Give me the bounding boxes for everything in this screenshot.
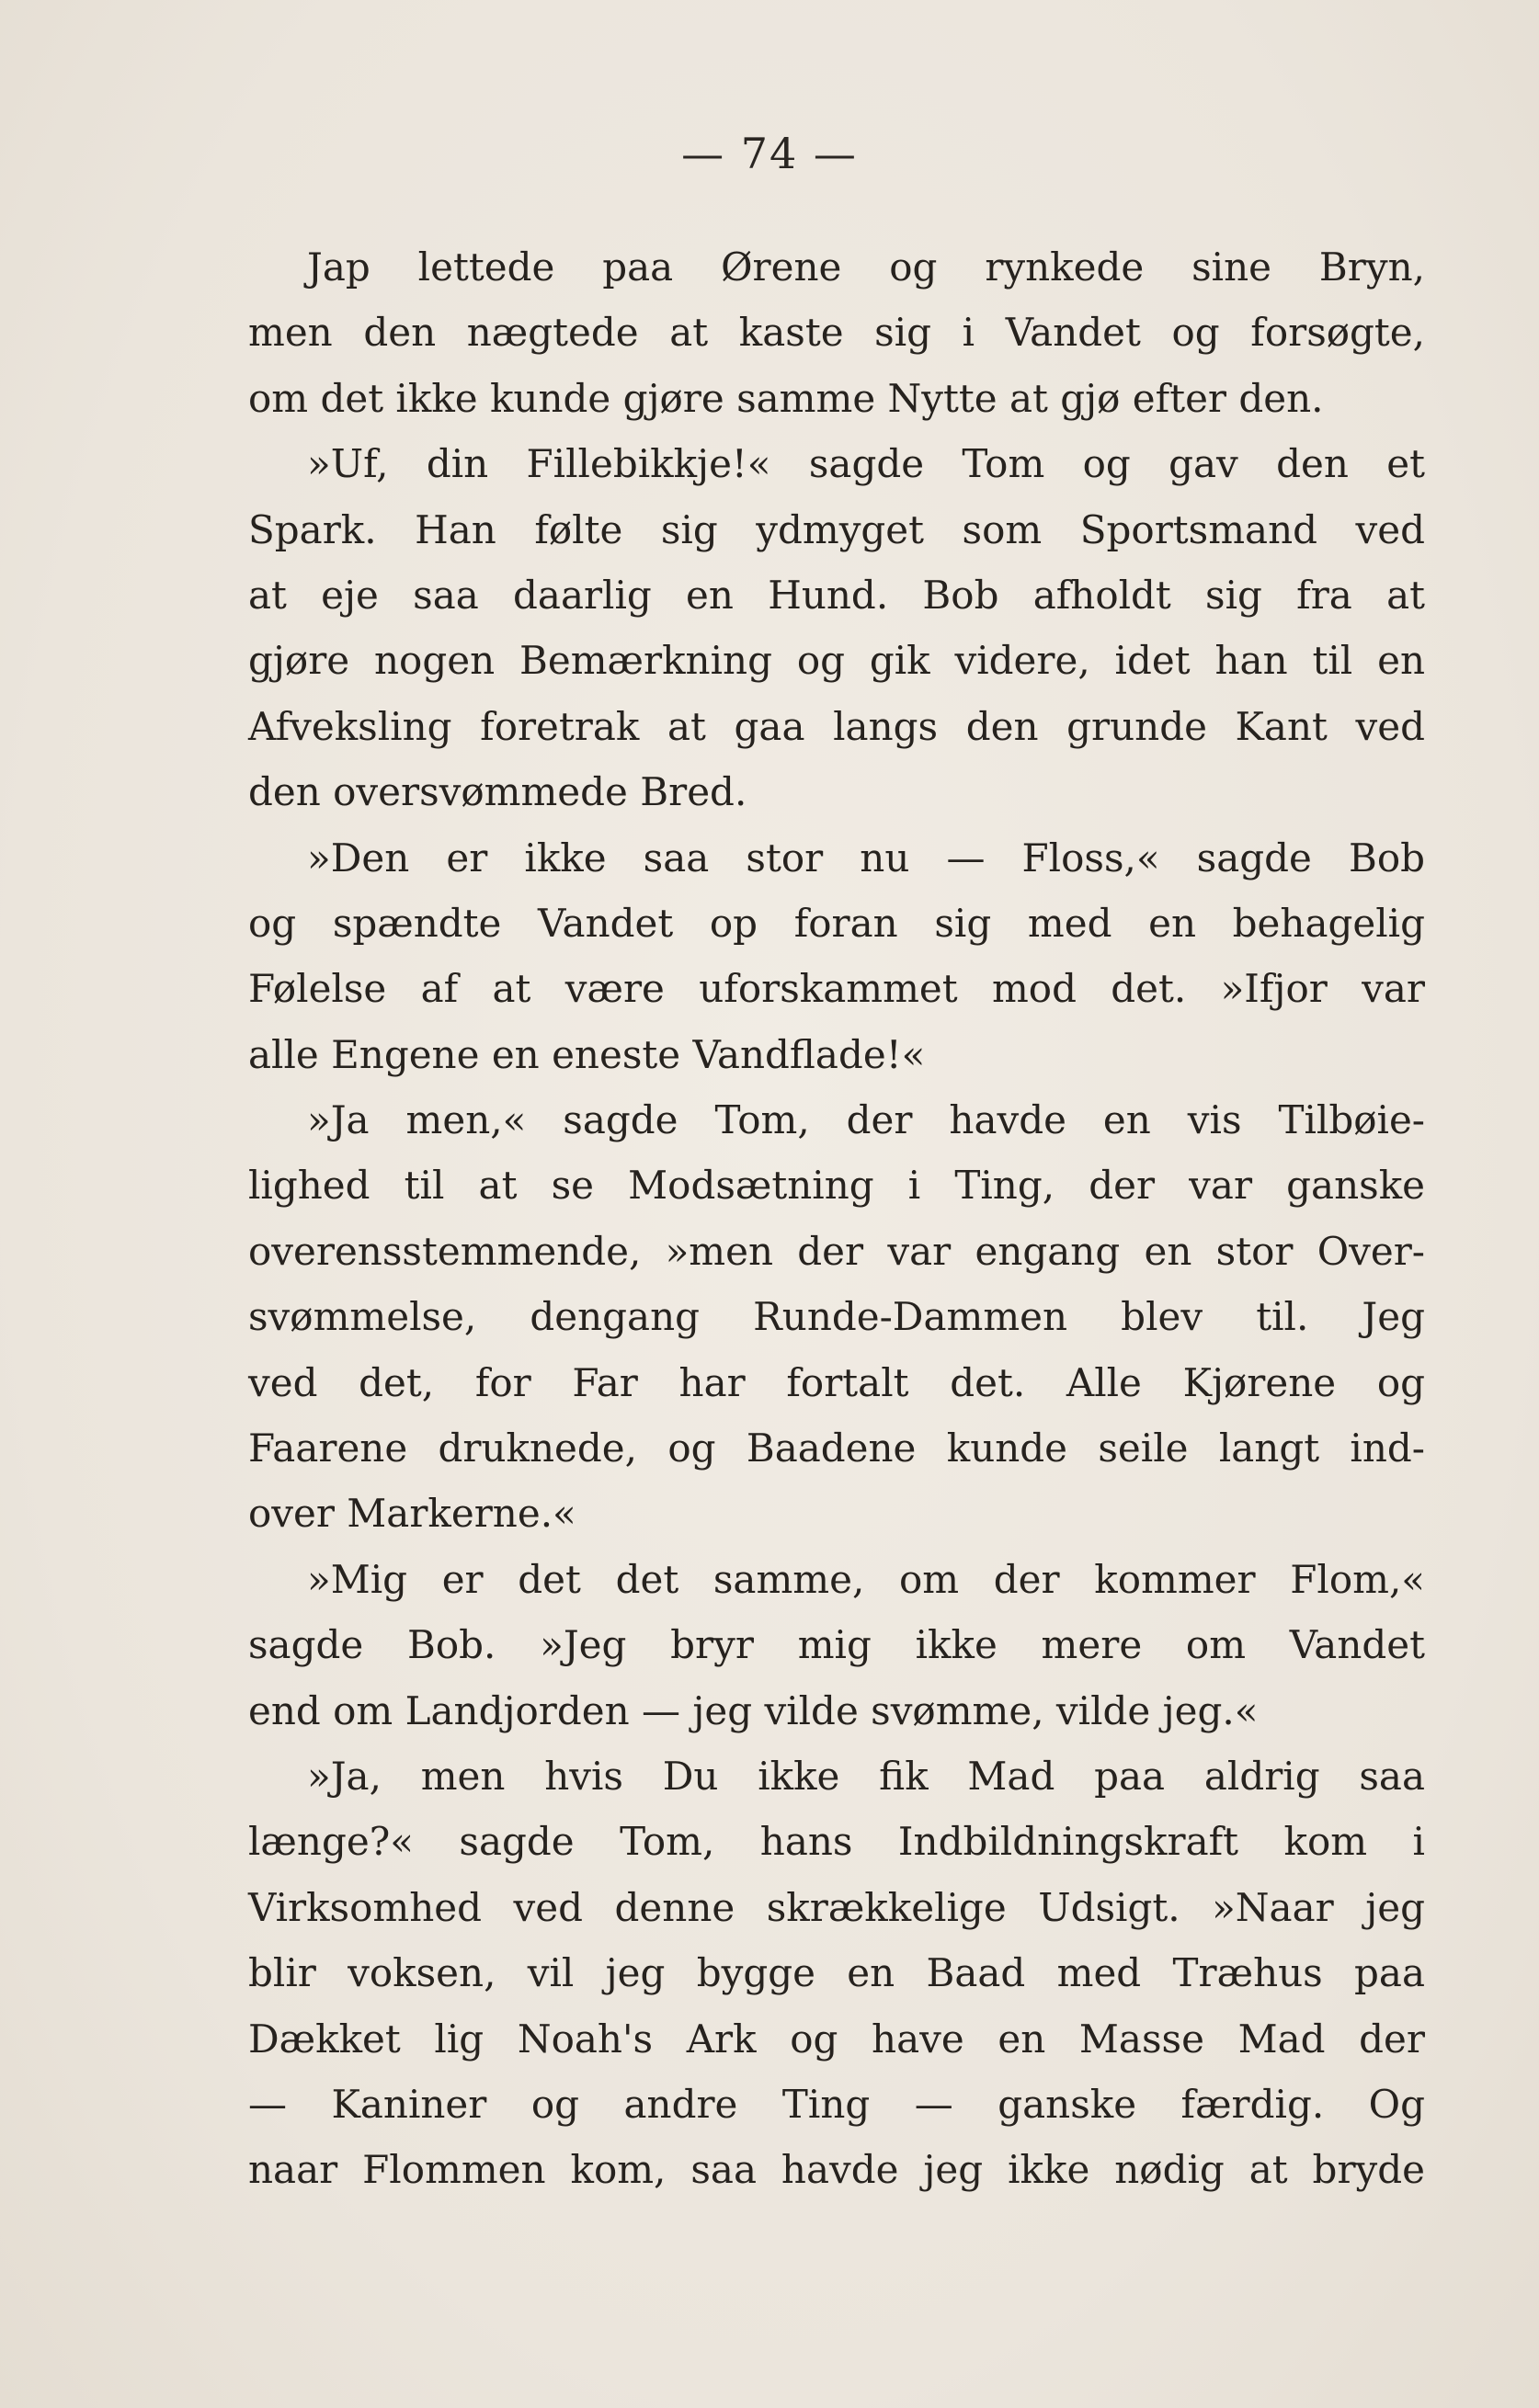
text-line: over Markerne.« xyxy=(248,1491,576,1537)
body-text xyxy=(248,234,1425,2203)
text-line: Faarene druknede, og Baadene kunde seile langt ind- xyxy=(248,1425,1425,1471)
text-line: Dækket lig Noah's Ark og have en Masse Mad der xyxy=(248,2016,1425,2062)
text-line: »Uf, din Fillebikkje!« sagde Tom og gav den et xyxy=(307,441,1425,487)
text-line: svømmelse, dengang Runde-Dammen blev til. Jeg xyxy=(248,1294,1425,1340)
text-line: »Den er ikke saa stor nu — Floss,« sagde Bob xyxy=(307,835,1425,880)
text-line: end om Landjorden — jeg vilde svømme, vilde jeg.« xyxy=(248,1687,1259,1733)
text-line: alle Engene en eneste Vandflade!« xyxy=(248,1031,926,1077)
text-line: Afveksling foretrak at gaa langs den grunde Kant ved xyxy=(248,703,1425,749)
text-line: den oversvømmede Bred. xyxy=(248,769,747,815)
text-line: Jap lettede paa Ørene og rynkede sine Bryn, xyxy=(307,244,1425,290)
text-line: sagde Bob. »Jeg bryr mig ikke mere om Vandet xyxy=(248,1622,1425,1668)
text-line: blir voksen, vil jeg bygge en Baad med Træhus paa xyxy=(248,1950,1425,1996)
text-line: »Ja men,« sagde Tom, der havde en vis Tilbøie- xyxy=(307,1097,1425,1143)
text-line: og spændte Vandet op foran sig med en behagelig xyxy=(248,900,1425,946)
text-line: længe?« sagde Tom, hans Indbildningskraft kom i xyxy=(248,1819,1425,1865)
text-line: overensstemmende, »men der var engang en stor Over- xyxy=(248,1228,1425,1274)
text-line: lighed til at se Modsætning i Ting, der var ganske xyxy=(248,1163,1425,1209)
text-line: »Mig er det det samme, om der kommer Flom,« xyxy=(307,1556,1425,1602)
text-line: — Kaniner og andre Ting — ganske færdig. Og xyxy=(248,2081,1425,2127)
text-line: men den nægtede at kaste sig i Vandet og forsøgte, xyxy=(248,310,1425,356)
text-line: Følelse af at være uforskammet mod det. »Ifjor var xyxy=(248,966,1425,1012)
text-line: »Ja, men hvis Du ikke fik Mad paa aldrig saa xyxy=(307,1753,1425,1799)
text-line: gjøre nogen Bemærkning og gik videre, idet han til en xyxy=(248,638,1425,684)
text-line: at eje saa daarlig en Hund. Bob afholdt sig fra at xyxy=(248,572,1425,618)
page-number: — 74 — xyxy=(681,129,858,178)
text-line: Virksomhed ved denne skrækkelige Udsigt. »Naar jeg xyxy=(248,1884,1425,1930)
text-line: om det ikke kunde gjøre samme Nytte at gjø efter den. xyxy=(248,375,1324,421)
text-line: naar Flommen kom, saa havde jeg ikke nødig at bryde xyxy=(248,2147,1425,2193)
text-line: ved det, for Far har fortalt det. Alle Kjørene og xyxy=(248,1359,1425,1405)
text-line: Spark. Han følte sig ydmyget som Sportsmand ved xyxy=(248,506,1425,552)
